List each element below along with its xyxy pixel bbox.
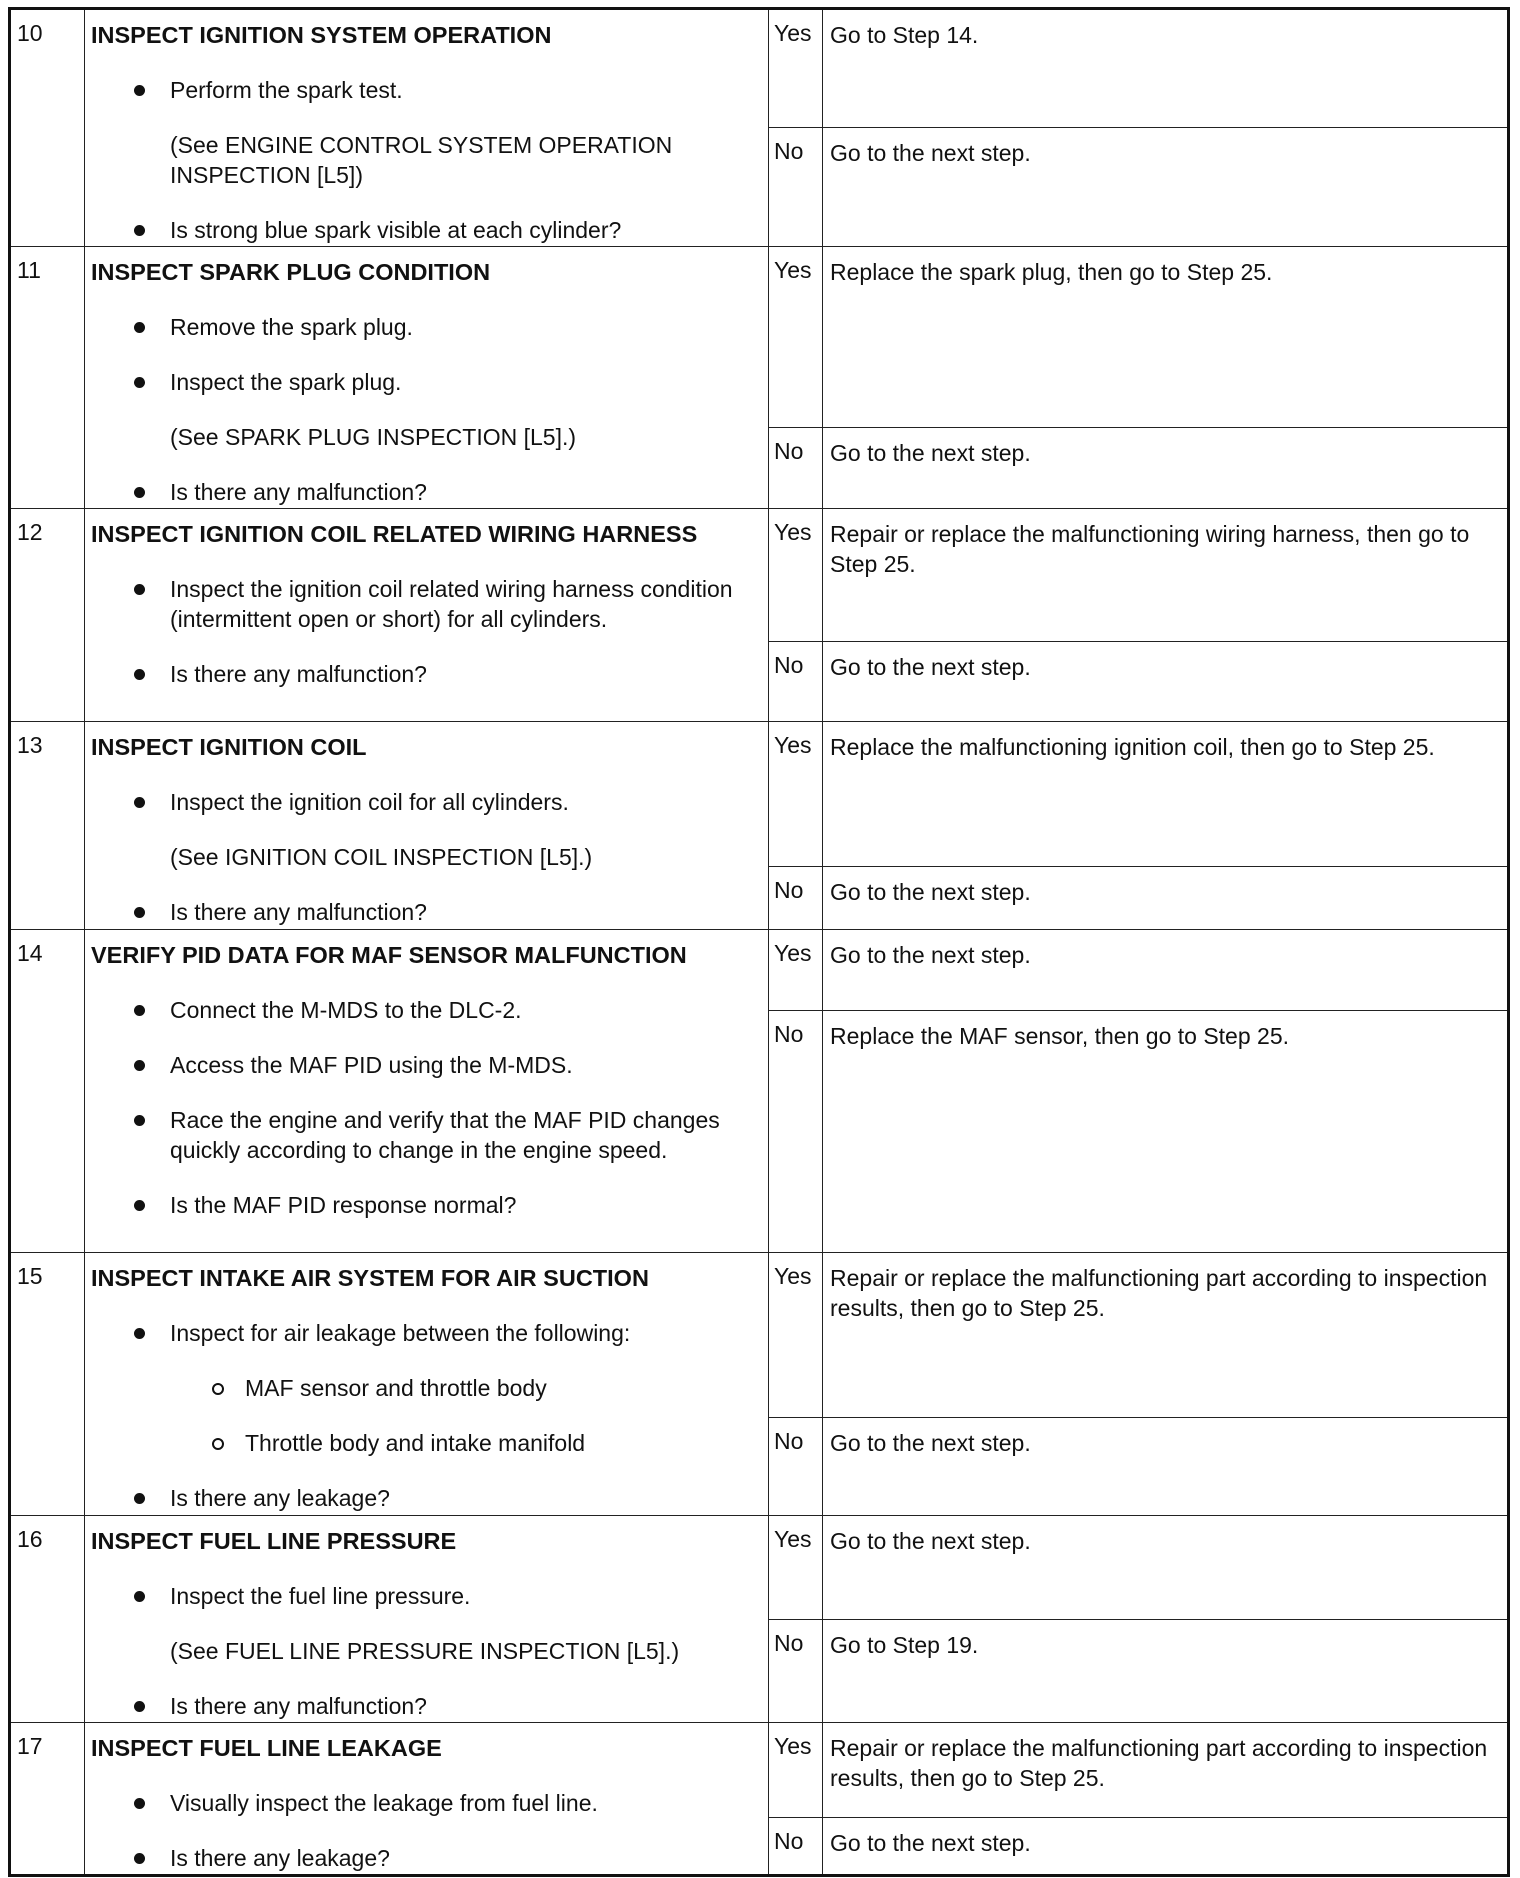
step-number: 16 xyxy=(10,1516,85,1723)
no-label: No xyxy=(769,428,823,509)
item-text: Race the engine and verify that the MAF PID changes quickly according to change in the engine speed. xyxy=(170,1107,720,1163)
table-row xyxy=(10,930,1509,1011)
item-text: Access the MAF PID using the M-MDS. xyxy=(170,1052,573,1078)
step-number: 11 xyxy=(10,247,85,509)
bullet-icon xyxy=(133,1050,170,1080)
step-title: INSPECT IGNITION SYSTEM OPERATION xyxy=(91,22,552,48)
bullet-item xyxy=(91,1318,758,1348)
step-number: 17 xyxy=(10,1723,85,1876)
table-row xyxy=(10,509,1509,642)
step-title: INSPECT INTAKE AIR SYSTEM FOR AIR SUCTION xyxy=(91,1265,649,1291)
yes-label: Yes xyxy=(769,930,823,1011)
bullet-item xyxy=(91,477,758,507)
reference-note xyxy=(91,1636,758,1666)
bullet-icon xyxy=(133,1483,170,1513)
item-text: Is there any leakage? xyxy=(170,1845,390,1871)
bullet-item xyxy=(91,367,758,397)
reference-note xyxy=(91,422,758,452)
no-action: Go to the next step. xyxy=(823,428,1509,509)
step-description xyxy=(85,1723,769,1876)
no-action: Go to Step 19. xyxy=(823,1620,1509,1723)
item-text: Is there any malfunction? xyxy=(170,661,427,687)
bullet-icon xyxy=(133,215,170,245)
item-text: Inspect the fuel line pressure. xyxy=(170,1583,471,1609)
no-action: Go to the next step. xyxy=(823,867,1509,930)
no-action: Go to the next step. xyxy=(823,128,1509,247)
bullet-item xyxy=(91,1105,758,1165)
table-row xyxy=(10,1253,1509,1418)
yes-action: Repair or replace the malfunctioning part according to inspection results, then go to Step 25. xyxy=(823,1723,1509,1818)
item-text: Inspect the ignition coil for all cylinders. xyxy=(170,789,569,815)
item-text: Connect the M-MDS to the DLC-2. xyxy=(170,997,522,1023)
step-number: 15 xyxy=(10,1253,85,1516)
table-row xyxy=(10,1516,1509,1620)
step-number: 10 xyxy=(10,9,85,247)
bullet-item xyxy=(91,1843,758,1873)
step-description xyxy=(85,9,769,247)
yes-label: Yes xyxy=(769,247,823,428)
item-text: (See FUEL LINE PRESSURE INSPECTION [L5].) xyxy=(170,1638,680,1664)
item-text: Perform the spark test. xyxy=(170,77,403,103)
step-description xyxy=(85,930,769,1253)
bullet-item xyxy=(91,1581,758,1611)
bullet-item xyxy=(91,659,758,689)
no-action: Replace the MAF sensor, then go to Step 25. xyxy=(823,1011,1509,1253)
bullet-item xyxy=(91,215,758,245)
no-label: No xyxy=(769,642,823,722)
bullet-icon xyxy=(133,477,170,507)
bullet-item xyxy=(91,1190,758,1220)
item-text: Inspect for air leakage between the following: xyxy=(170,1320,631,1346)
bullet-item xyxy=(91,897,758,927)
no-label: No xyxy=(769,1620,823,1723)
step-title: INSPECT SPARK PLUG CONDITION xyxy=(91,259,491,285)
item-text: Is the MAF PID response normal? xyxy=(170,1192,517,1218)
step-number: 14 xyxy=(10,930,85,1253)
bullet-icon xyxy=(133,1581,170,1611)
yes-action: Go to the next step. xyxy=(823,1516,1509,1620)
step-description xyxy=(85,722,769,930)
table-row xyxy=(10,247,1509,428)
yes-action: Replace the malfunctioning ignition coil, then go to Step 25. xyxy=(823,722,1509,867)
step-title: INSPECT IGNITION COIL xyxy=(91,734,367,760)
yes-label: Yes xyxy=(769,1723,823,1818)
step-title: INSPECT FUEL LINE PRESSURE xyxy=(91,1528,457,1554)
step-description xyxy=(85,1516,769,1723)
bullet-icon xyxy=(133,787,170,817)
sub-list-item xyxy=(91,1428,758,1458)
step-number: 13 xyxy=(10,722,85,930)
yes-label: Yes xyxy=(769,9,823,128)
no-action: Go to the next step. xyxy=(823,642,1509,722)
bullet-icon xyxy=(133,1105,170,1135)
item-text: MAF sensor and throttle body xyxy=(245,1375,547,1401)
bullet-item xyxy=(91,1483,758,1513)
bullet-icon xyxy=(133,574,170,604)
item-text: Is there any malfunction? xyxy=(170,899,427,925)
yes-action: Repair or replace the malfunctioning wiring harness, then go to Step 25. xyxy=(823,509,1509,642)
reference-note xyxy=(91,842,758,872)
yes-label: Yes xyxy=(769,509,823,642)
table-row xyxy=(10,9,1509,128)
item-text: Inspect the spark plug. xyxy=(170,369,402,395)
step-number: 12 xyxy=(10,509,85,722)
bullet-icon xyxy=(133,1843,170,1873)
bullet-item xyxy=(91,312,758,342)
no-label: No xyxy=(769,1011,823,1253)
yes-action: Replace the spark plug, then go to Step 25. xyxy=(823,247,1509,428)
step-description xyxy=(85,1253,769,1516)
no-action: Go to the next step. xyxy=(823,1818,1509,1876)
bullet-item xyxy=(91,995,758,1025)
item-text: Visually inspect the leakage from fuel line. xyxy=(170,1790,598,1816)
bullet-icon xyxy=(133,995,170,1025)
diagnostic-procedure-table xyxy=(8,7,1510,1877)
bullet-item xyxy=(91,1691,758,1721)
step-description xyxy=(85,247,769,509)
bullet-item xyxy=(91,1788,758,1818)
bullet-icon xyxy=(133,367,170,397)
bullet-icon xyxy=(133,1691,170,1721)
yes-label: Yes xyxy=(769,1253,823,1418)
bullet-item xyxy=(91,1050,758,1080)
item-text: Is there any leakage? xyxy=(170,1485,390,1511)
step-title: INSPECT FUEL LINE LEAKAGE xyxy=(91,1735,442,1761)
no-label: No xyxy=(769,867,823,930)
item-text: Throttle body and intake manifold xyxy=(245,1430,586,1456)
yes-label: Yes xyxy=(769,722,823,867)
step-title: INSPECT IGNITION COIL RELATED WIRING HARNESS xyxy=(91,521,698,547)
yes-label: Yes xyxy=(769,1516,823,1620)
bullet-icon xyxy=(133,1788,170,1818)
reference-note xyxy=(91,130,758,190)
item-text: Is strong blue spark visible at each cylinder? xyxy=(170,217,622,243)
bullet-item xyxy=(91,75,758,105)
item-text: Inspect the ignition coil related wiring harness condition (intermittent open or short) for all cylinders. xyxy=(170,576,733,632)
yes-action: Go to the next step. xyxy=(823,930,1509,1011)
bullet-item xyxy=(91,574,758,634)
step-title: VERIFY PID DATA FOR MAF SENSOR MALFUNCTION xyxy=(91,942,687,968)
item-text: Is there any malfunction? xyxy=(170,479,427,505)
item-text: (See IGNITION COIL INSPECTION [L5].) xyxy=(170,844,593,870)
bullet-item xyxy=(91,787,758,817)
no-label: No xyxy=(769,1418,823,1516)
step-description xyxy=(85,509,769,722)
circle-bullet-icon xyxy=(208,1373,245,1403)
bullet-icon xyxy=(133,897,170,927)
bullet-icon xyxy=(133,1190,170,1220)
no-action: Go to the next step. xyxy=(823,1418,1509,1516)
table-row xyxy=(10,1723,1509,1818)
yes-action: Go to Step 14. xyxy=(823,9,1509,128)
bullet-icon xyxy=(133,312,170,342)
bullet-icon xyxy=(133,75,170,105)
bullet-icon xyxy=(133,659,170,689)
sub-list-item xyxy=(91,1373,758,1403)
item-text: (See SPARK PLUG INSPECTION [L5].) xyxy=(170,424,577,450)
yes-action: Repair or replace the malfunctioning part according to inspection results, then go to Step 25. xyxy=(823,1253,1509,1418)
item-text: Remove the spark plug. xyxy=(170,314,413,340)
table-body xyxy=(10,9,1509,1876)
circle-bullet-icon xyxy=(208,1428,245,1458)
item-text: Is there any malfunction? xyxy=(170,1693,427,1719)
item-text: (See ENGINE CONTROL SYSTEM OPERATION INSPECTION [L5]) xyxy=(170,132,673,188)
table-row xyxy=(10,722,1509,867)
no-label: No xyxy=(769,1818,823,1876)
no-label: No xyxy=(769,128,823,247)
bullet-icon xyxy=(133,1318,170,1348)
